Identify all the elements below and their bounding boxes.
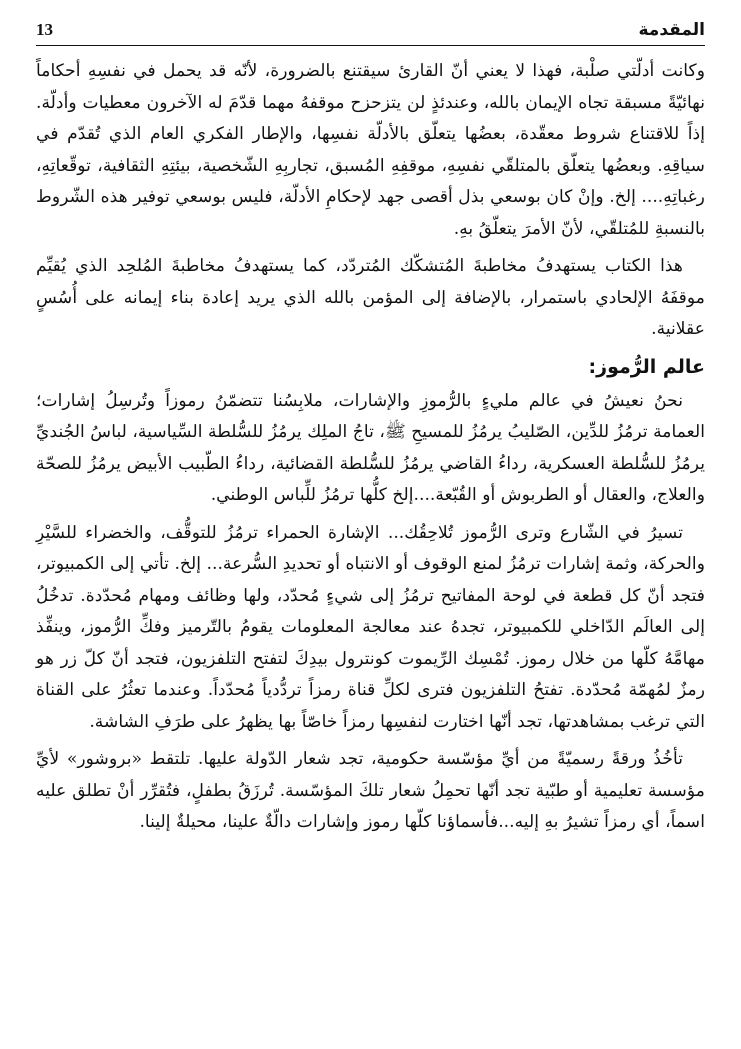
chapter-title: المقدمة (638, 20, 705, 40)
section-heading: عالم الرُّموز: (588, 355, 705, 378)
paragraph: وكانت أدلّتي صلْبة، فهذا لا يعني أنّ القارئ سيقتنع بالضرورة، لأنّه قد يحمل في نفسِهِ أحكاماً نهائيّةً مسبقة تجاه الإيمان بالله، وعندئذٍ لن يتزحزح موقفهُ مهما قدّمَ له الآخرون معطيات وأدلّة. إذاً للاقتناع شروط معقّدة، بعضُها يتعلّق بالأدلّة نفسِها، والإطار الفكري العام الذي تُقدّم في سياقِهِ. وبعضُها يتعلّق بالمتلقّي نفسِهِ، موقفِهِ المُسبق، تجاربِهِ الشّخصية، بيئتِهِ الثقافية، توقّعاتِهِ، رغباتِهِ.... إلخ. وإنْ كان بوسعي بذل أقصى جهد لإحكامِ الأدلّة، فليس بوسعي توفير هذه الشّروط بالنسبةِ للمُتلقّي، لأنّ الأمرَ يتعلّقُ بهِ. (36, 61, 705, 239)
paragraph: تسيرُ في الشّارع وترى الرُّموز تُلاحِقُك... الإشارة الحمراء ترمُزُ للتوقُّف، والخضراء للسَّيْرِ والحركة، وثمة إشارات ترمُزُ لمنع الوقوف أو الانتباه أو تحديدِ السُّرعة... إلخ. تأتي إلى الكمبيوتر، فتجد أنّ كل قطعة في لوحة المفاتيح ترمُزُ إلى شيءٍ مُحدّد، ولها وظائف ومهام مُحدّدة. تدخُلُ إلى العالَم الدّاخلي للكمبيوتر، تجدهُ عند معالجة المعلومات يقومُ بالتّرميز وفكِّ الرُّموز، وينفِّذ مهامَّهُ كلّها من خلال رموز. تُمْسِك الرِّيموت كونترول بيدِكَ لتفتح التلفزيون، فتجد أنّ كلّ زر هو رمزٌ لمُهمّة مُحدّدة. تفتحُ التلفزيون فترى لكلِّ قناة رمزاً تردُّدياً مُحدّداً. وعندما تعثُرُ على القناة التي ترغب بمشاهدتها، تجد أنّها اختارت لنفسِها رمزاً خاصّاً بها يظهرُ على طرَفِ الشاشة. (36, 522, 705, 732)
header-rule (36, 45, 705, 46)
running-head (36, 14, 705, 40)
paragraph: هذا الكتاب يستهدفُ مخاطبةَ المُتشكّك المُتردّد، كما يستهدفُ مخاطبةَ المُلحِد الذي يُقيِّم موقفَهُ الإلحادي باستمرار، بالإضافة إلى المؤمن بالله الذي يريد إعادة بناء إيمانه على أُسُسٍ عقلانية. (36, 256, 705, 339)
page-number: 13 (36, 20, 53, 39)
page-body (36, 56, 705, 839)
paragraph: نحنُ نعيشُ في عالم مليءٍ بالرُّموزِ والإشارات، ملابِسُنا تتضمّنُ رموزاً وتُرسِلُ إشارات؛ العمامة ترمُزُ للدِّين، الصّليبُ يرمُزُ للمسيحِ ﷺ، تاجُ الملِك يرمُزُ للسُّلطة السِّياسية، لباسُ الجُنديِّ يرمُزُ للسُّلطة العسكرية، رداءُ القاضي يرمُزُ للسُّلطة القضائية، رداءُ الطّبيب الأبيض يرمُزُ للصحّة والعلاج، والعقال أو الطربوش أو القُبّعة....إلخ كلُّها ترمُزُ للِّباس الوطني. (36, 390, 705, 505)
paragraph: تأخُذُ ورقةً رسميّةً من أيِّ مؤسّسة حكومية، تجد شعار الدّولة عليها. تلتقط «بروشور» لأيِّ مؤسسة تعليمية أو طبّية تجد أنّها تحمِلُ شعار تلكَ المؤسّسة. تُرزَقُ بطفلٍ، فتُقرِّر أنْ تطلق عليه اسماً، أي رمزاً تشيرُ بهِ إليه...فأسماؤنا كلّها رموز وإشارات دالّةٌ علينا، محيلةٌ إلينا. (36, 749, 705, 832)
